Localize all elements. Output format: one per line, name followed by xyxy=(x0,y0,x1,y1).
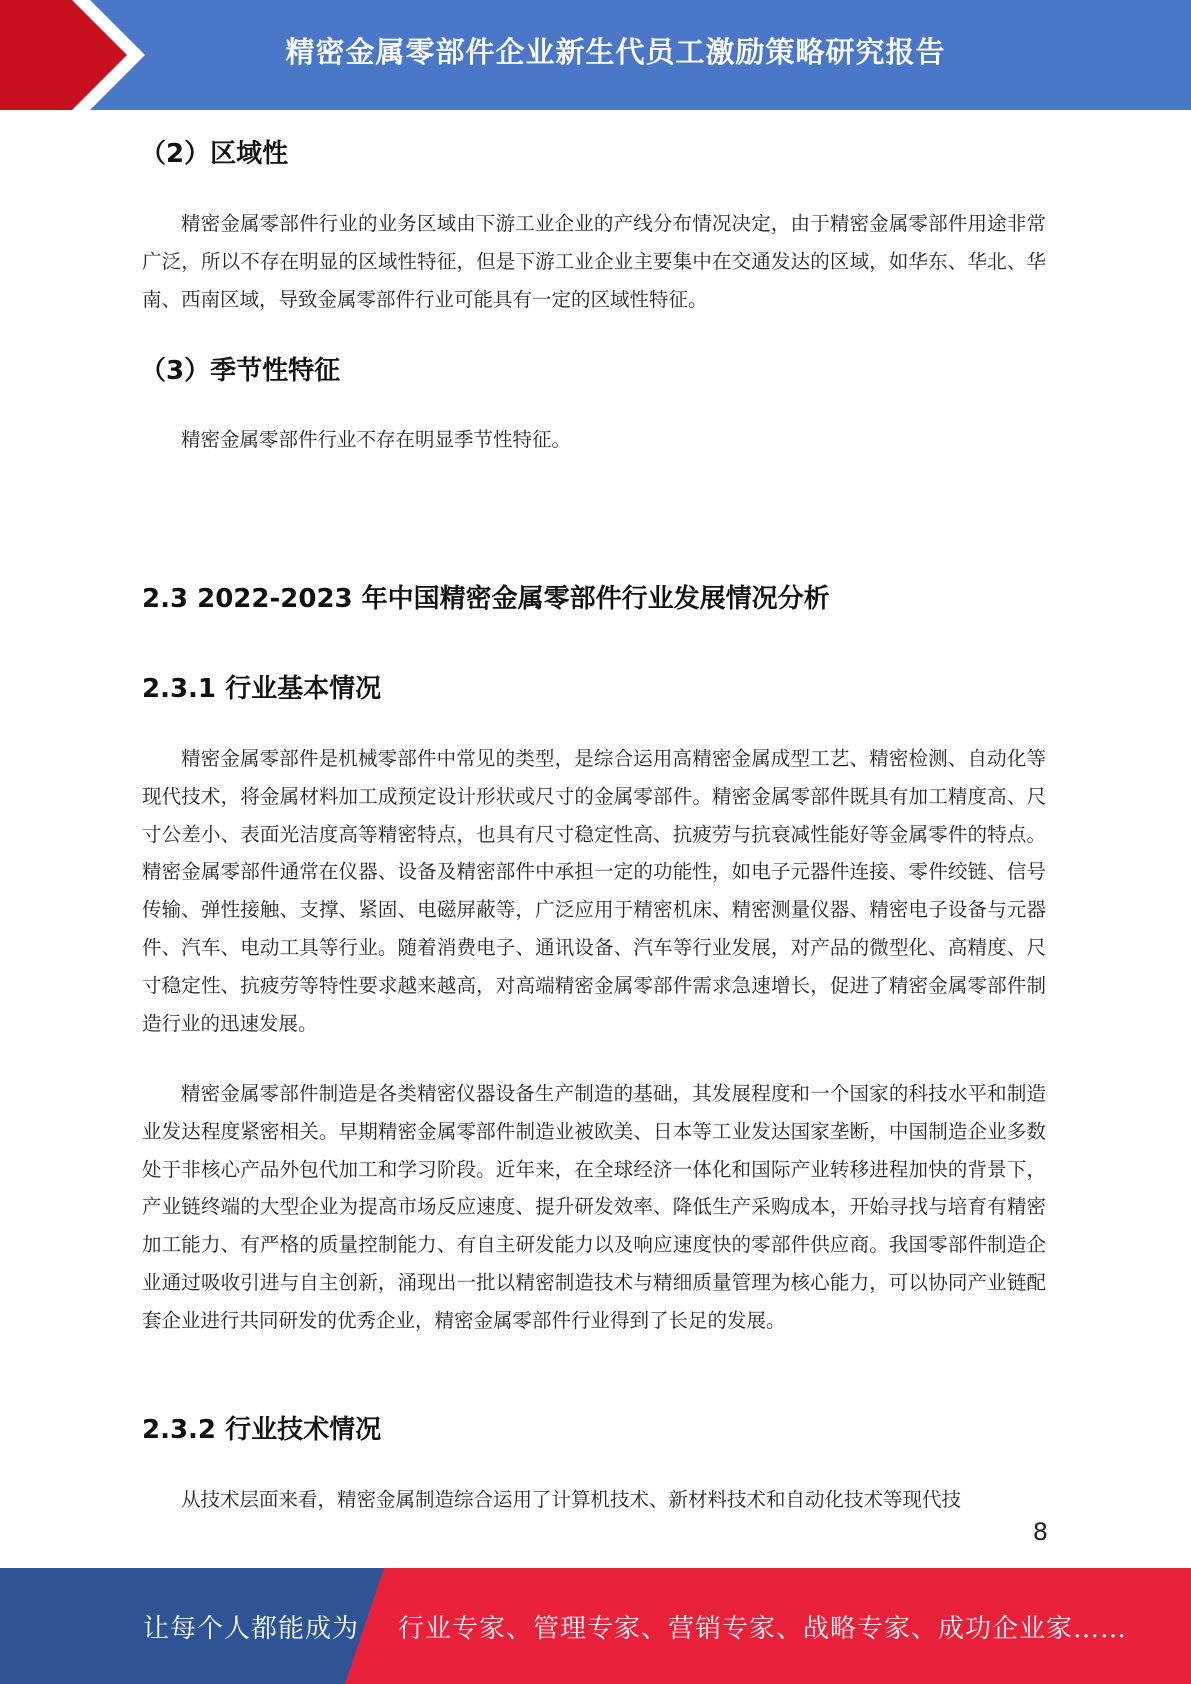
heading-section-2-3-1: 2.3.1 行业基本情况 xyxy=(142,674,382,704)
paragraph-2-3-2: 从技术层面来看，精密金属制造综合运用了计算机技术、新材料技术和自动化技术等现代技 xyxy=(181,1488,962,1511)
paragraph-2-3-1-b: 精密金属零部件制造是各类精密仪器设备生产制造的基础，其发展程度和一个国家的科技水平和制造业发达程度紧密相关。早期精密金属零部件制造业被欧美、日本等工业发达国家垄断，中国制造企业多数处于非核心产品外包代加工和学习阶段。近年来，在全球经济一体化和国际产业转移进程加快的背景下，产业链终端的大型企业为提高市场反应速度、提升研发效率、降低生产采购成本，开始寻找与培育有精密加工能力、有严格的质量控制能力、有自主研发能力以及响应速度快的零部件供应商。我国零部件制造企业通过吸收引进与自主创新，涌现出一批以精密制造技术与精细质量管理为核心能力，可以协同产业链配套企业进行共同研发的优秀企业，精密金属零部件行业得到了长足的发展。 xyxy=(142,1082,1046,1332)
heading-regional: （2）区域性 xyxy=(140,139,289,169)
heading-section-2-3: 2.3 2022-2023 年中国精密金属零部件行业发展情况分析 xyxy=(142,584,830,614)
header-arrow-decoration xyxy=(0,0,160,110)
page-header xyxy=(0,0,1191,110)
paragraph-seasonal: 精密金属零部件行业不存在明显季节性特征。 xyxy=(181,428,572,451)
page-number: 8 xyxy=(1032,1518,1048,1546)
heading-seasonal: （3）季节性特征 xyxy=(140,356,341,386)
report-title: 精密金属零部件企业新生代员工激励策略研究报告 xyxy=(285,34,946,69)
paragraph-regional: 精密金属零部件行业的业务区域由下游工业企业的产线分布情况决定，由于精密金属零部件用途非常广泛，所以不存在明显的区域性特征，但是下游工业企业主要集中在交通发达的区域，如华东、华北、华南、西南区域，导致金属零部件行业可能具有一定的区域性特征。 xyxy=(142,212,1046,311)
page-footer xyxy=(0,1568,1191,1684)
heading-section-2-3-2: 2.3.2 行业技术情况 xyxy=(142,1415,382,1445)
paragraph-2-3-1-a: 精密金属零部件是机械零部件中常见的类型，是综合运用高精密金属成型工艺、精密检测、自动化等现代技术，将金属材料加工成预定设计形状或尺寸的金属零部件。精密金属零部件既具有加工精度高、尺寸公差小、表面光洁度高等精密特点，也具有尺寸稳定性高、抗疲劳与抗衰减性能好等金属零件的特点。精密金属零部件通常在仪器、设备及精密部件中承担一定的功能性，如电子元器件连接、零件绞链、信号传输、弹性接触、支撑、紧固、电磁屏蔽等，广泛应用于精密机床、精密测量仪器、精密电子设备与元器件、汽车、电动工具等行业。随着消费电子、通讯设备、汽车等行业发展，对产品的微型化、高精度、尺寸稳定性、抗疲劳等特性要求越来越高，对高端精密金属零部件需求急速增长，促进了精密金属零部件制造行业的迅速发展。 xyxy=(142,747,1046,1035)
footer-slogan-right: 行业专家、管理专家、营销专家、战略专家、成功企业家…… xyxy=(398,1613,1128,1644)
footer-slogan-left: 让每个人都能成为 xyxy=(143,1613,360,1644)
